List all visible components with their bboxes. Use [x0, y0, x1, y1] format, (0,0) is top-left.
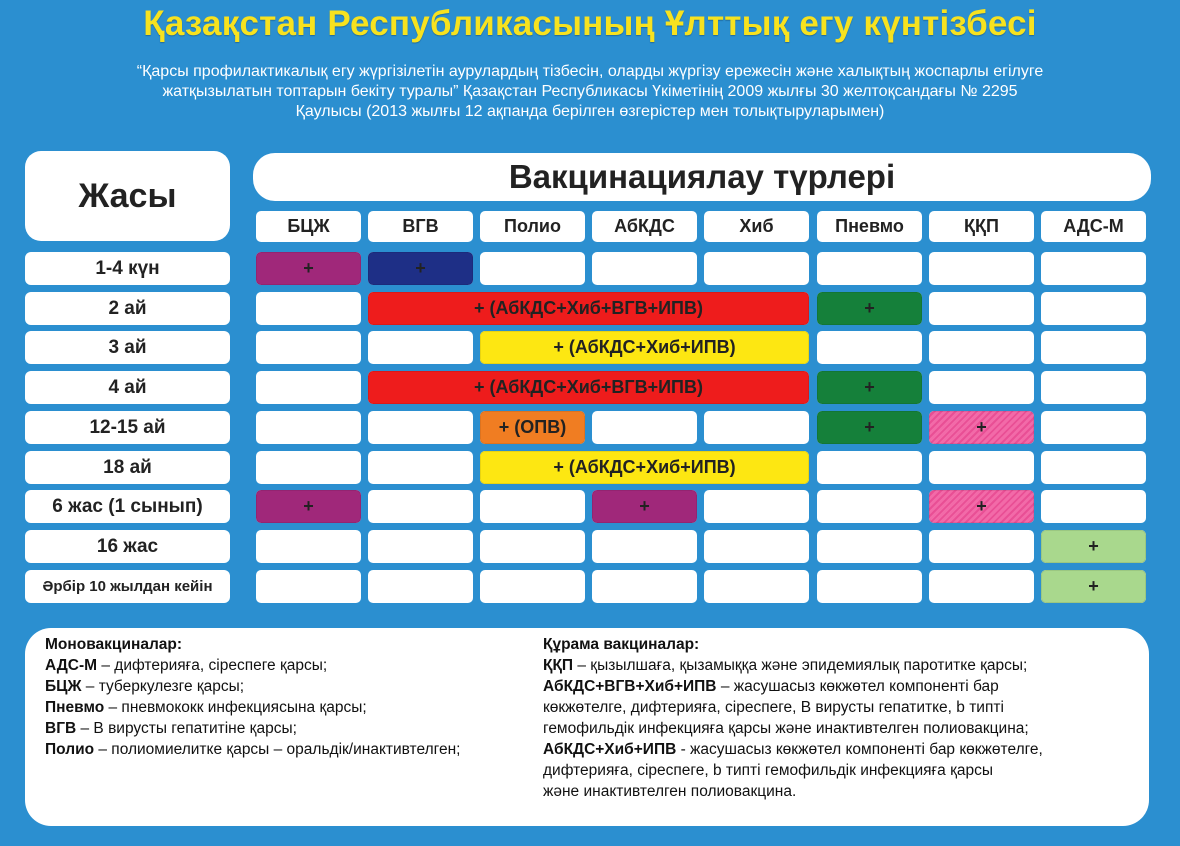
schedule-cell: [817, 331, 922, 364]
schedule-cell: [256, 371, 361, 404]
vaccine-abbreviation: АбКДС+ВГВ+Хиб+ИПВ: [543, 678, 717, 695]
vaccine-description: және инактивтелген полиовакцина.: [543, 783, 797, 800]
combo-vaccine-item: [543, 676, 1138, 697]
age-row-label: 2 ай: [25, 292, 230, 325]
schedule-cell: [929, 331, 1034, 364]
vaccination-mark: +: [817, 371, 922, 404]
age-row-label: 6 жас (1 сынып): [25, 490, 230, 523]
vaccination-mark: +: [1041, 570, 1146, 603]
mono-vaccine-item: [45, 739, 535, 760]
subtitle-line: Қаулысы (2013 жылғы 12 ақпанда берілген өзгерістер мен толықтыруларымен): [295, 103, 885, 120]
schedule-cell: [368, 411, 473, 444]
vaccine-description: – жасушасыз көкжөтел компоненті бар: [716, 678, 999, 695]
schedule-cell: [256, 570, 361, 603]
mono-vaccine-item: [45, 718, 535, 739]
vaccination-mark: +: [817, 411, 922, 444]
schedule-cell: [592, 411, 697, 444]
schedule-cell: [256, 292, 361, 325]
combo-vaccine-item: [543, 697, 1138, 718]
schedule-cell: [704, 411, 809, 444]
combo-vaccine-item: [543, 760, 1138, 781]
mono-vaccine-item: [45, 676, 535, 697]
combo-vaccine-item: [543, 781, 1138, 802]
schedule-cell: [256, 331, 361, 364]
schedule-cell: [929, 451, 1034, 484]
schedule-cell: [817, 490, 922, 523]
mono-vaccines-title: Моновакциналар:: [45, 636, 183, 653]
schedule-cell: [817, 252, 922, 285]
combo-vaccines-list: [543, 634, 1138, 802]
schedule-cell: [368, 570, 473, 603]
vaccine-description: – дифтерияға, сіреспеге қарсы;: [97, 657, 328, 674]
combo-vaccine-item: [543, 739, 1138, 760]
combo-vaccine-item: [543, 718, 1138, 739]
legend-panel: [25, 628, 1149, 826]
schedule-cell: [480, 570, 585, 603]
column-header: Пневмо: [817, 211, 922, 242]
schedule-cell: [929, 570, 1034, 603]
vaccine-abbreviation: АбКДС+Хиб+ИПВ: [543, 741, 677, 758]
mono-vaccines-items: [45, 655, 535, 760]
schedule-cell: [704, 252, 809, 285]
subtitle: [20, 62, 1160, 122]
age-row-label: 3 ай: [25, 331, 230, 364]
combo-vaccines-title: Құрама вакциналар:: [543, 636, 700, 653]
vaccination-mark: +: [368, 252, 473, 285]
vaccine-description: көкжөтелге, дифтерияға, сіреспеге, В вирусты гепатитке, b типті: [543, 699, 1004, 716]
schedule-cell: [1041, 292, 1146, 325]
age-column-header: Жасы: [25, 151, 230, 241]
combo-vaccines-items: [543, 655, 1138, 802]
subtitle-line: “Қарсы профилактикалық егу жүргізілетін аурулардың тізбесін, оларды жүргізу ережесін және халықтың жоспарлы егілуге: [136, 63, 1044, 80]
page-title: Қазақстан Республикасының Ұлттық егу күнтізбесі: [143, 4, 1037, 43]
vaccine-description: дифтерияға, сіреспеге, b типті гемофильдік инфекцияға қарсы: [543, 762, 993, 779]
vaccine-description: – туберкулезге қарсы;: [81, 678, 245, 695]
vaccine-abbreviation: ВГВ: [45, 720, 77, 737]
schedule-cell: [1041, 451, 1146, 484]
column-header: ВГВ: [368, 211, 473, 242]
schedule-cell: [929, 252, 1034, 285]
column-header: Полио: [480, 211, 585, 242]
vaccination-mark: + (АбКДС+Хиб+ВГВ+ИПВ): [368, 371, 809, 404]
vaccination-mark: + (АбКДС+Хиб+ИПВ): [480, 451, 809, 484]
schedule-cell: [817, 570, 922, 603]
vaccine-abbreviation: АДС-М: [45, 657, 98, 674]
schedule-cell: [480, 252, 585, 285]
vaccine-description: – полиомиелитке қарсы – оральдік/инактивтелген;: [94, 741, 461, 758]
column-header: Хиб: [704, 211, 809, 242]
age-row-label: 16 жас: [25, 530, 230, 563]
schedule-cell: [817, 451, 922, 484]
vaccination-mark: + (АбКДС+Хиб+ИПВ): [480, 331, 809, 364]
mono-vaccines-list: [45, 634, 535, 760]
vaccine-description: – қызылшаға, қызамыққа және эпидемиялық паротитке қарсы;: [573, 657, 1028, 674]
schedule-cell: [704, 490, 809, 523]
vaccination-mark: +: [256, 490, 361, 523]
vaccine-description: гемофильдік инфекцияға қарсы және инактивтелген полиовакцина;: [543, 720, 1029, 737]
schedule-cell: [1041, 252, 1146, 285]
column-header: АДС-М: [1041, 211, 1146, 242]
schedule-cell: [592, 530, 697, 563]
age-row-label: Әрбір 10 жылдан кейін: [25, 570, 230, 603]
subtitle-line: жатқызылатын топтарын бекіту туралы” Қазақстан Республикасы Үкіметінің 2009 жылғы 30 желтоқсандағы № 2295: [162, 83, 1018, 100]
schedule-cell: [368, 331, 473, 364]
vaccination-mark: +: [1041, 530, 1146, 563]
vaccination-mark: +: [592, 490, 697, 523]
mono-vaccine-item: [45, 697, 535, 718]
vaccine-abbreviation: БЦЖ: [45, 678, 82, 695]
vaccine-description: – пневмококк инфекциясына қарсы;: [104, 699, 367, 716]
schedule-cell: [1041, 490, 1146, 523]
vaccination-mark: +: [929, 411, 1034, 444]
age-row-label: 1-4 күн: [25, 252, 230, 285]
mono-vaccine-item: [45, 655, 535, 676]
column-header: АбКДС: [592, 211, 697, 242]
schedule-cell: [929, 292, 1034, 325]
schedule-cell: [1041, 371, 1146, 404]
schedule-cell: [704, 570, 809, 603]
vaccine-description: – В вирусты гепатитіне қарсы;: [76, 720, 297, 737]
age-row-label: 4 ай: [25, 371, 230, 404]
schedule-cell: [368, 530, 473, 563]
schedule-cell: [592, 570, 697, 603]
schedule-cell: [704, 530, 809, 563]
vaccination-types-header: Вакцинациялау түрлері: [253, 153, 1151, 201]
combo-vaccine-item: [543, 655, 1138, 676]
schedule-cell: [256, 451, 361, 484]
vaccine-description: - жасушасыз көкжөтел компоненті бар көкжөтелге,: [676, 741, 1043, 758]
schedule-cell: [480, 490, 585, 523]
age-row-label: 12-15 ай: [25, 411, 230, 444]
vaccine-abbreviation: Пневмо: [45, 699, 105, 716]
column-header: ҚҚП: [929, 211, 1034, 242]
column-header: БЦЖ: [256, 211, 361, 242]
vaccination-mark: +: [929, 490, 1034, 523]
schedule-cell: [1041, 331, 1146, 364]
schedule-cell: [256, 530, 361, 563]
schedule-cell: [1041, 411, 1146, 444]
vaccination-mark: + (ОПВ): [480, 411, 585, 444]
schedule-cell: [480, 530, 585, 563]
schedule-cell: [929, 530, 1034, 563]
schedule-cell: [368, 490, 473, 523]
vaccination-mark: +: [256, 252, 361, 285]
vaccination-mark: + (АбКДС+Хиб+ВГВ+ИПВ): [368, 292, 809, 325]
schedule-cell: [929, 371, 1034, 404]
age-row-label: 18 ай: [25, 451, 230, 484]
schedule-cell: [817, 530, 922, 563]
vaccine-abbreviation: ҚҚП: [543, 657, 574, 674]
vaccination-mark: +: [817, 292, 922, 325]
schedule-cell: [368, 451, 473, 484]
schedule-cell: [592, 252, 697, 285]
schedule-cell: [256, 411, 361, 444]
vaccine-abbreviation: Полио: [45, 741, 95, 758]
